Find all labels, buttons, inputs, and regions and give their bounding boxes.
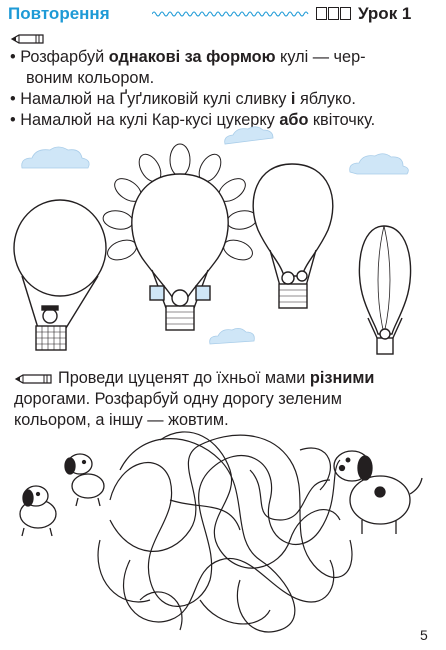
mother-dog — [334, 451, 422, 534]
task-1-line-1: • Розфарбуй однакові за формою кулі — чер- — [10, 48, 366, 66]
lesson-label: Урок 1 — [358, 4, 412, 23]
task-1-line-3: • Намалюй на Ґуґликовій кулі сливку і яблуко. — [10, 90, 356, 108]
section-title: Повторення — [8, 4, 110, 23]
task-2-line-2: дорогами. Розфарбуй одну дорогу зеленим — [14, 390, 342, 408]
page-number: 5 — [420, 627, 428, 643]
task-2-line-3: кольором, а іншу — жовтим. — [14, 411, 229, 429]
puppy-1 — [20, 486, 56, 536]
task-2-line-1: Проведи цуценят до їхньої мами різними — [58, 369, 375, 387]
task-1-line-4: • Намалюй на кулі Кар-кусі цукерку або квіточку. — [10, 111, 376, 129]
maze-paths — [98, 432, 352, 632]
task-1-line-2: воним кольором. — [26, 69, 155, 87]
puppy-2 — [65, 454, 104, 506]
